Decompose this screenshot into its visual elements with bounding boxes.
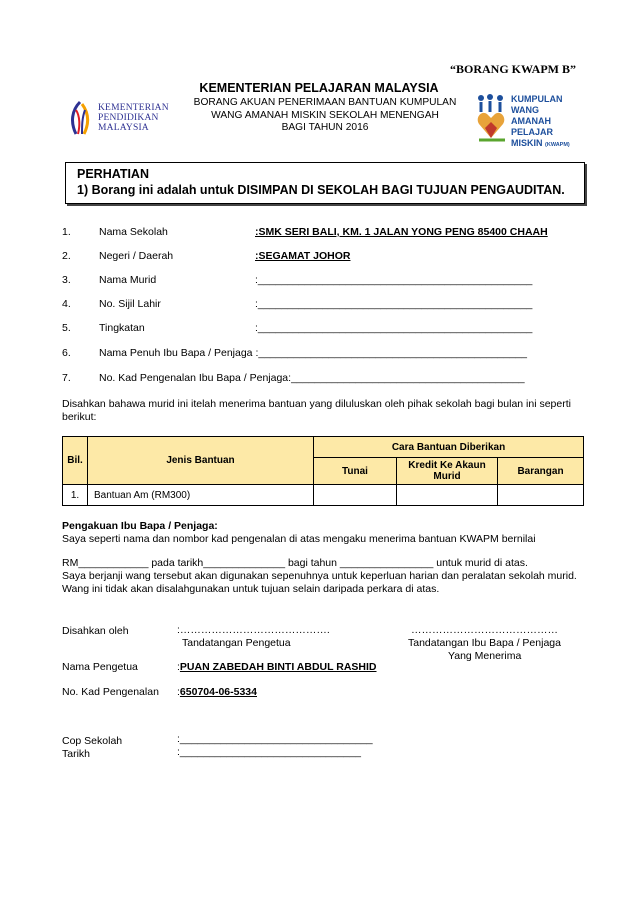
kad-pengenalan-label: No. Kad Pengenalan: [62, 686, 159, 698]
acknowledgement-line3: Saya berjanji wang tersebut akan digunakan sepenuhnya untuk keperluan harian dan peralatan sekolah murid. Wang ini tidak akan disalahgunakan untuk tujuan selain daripada perkara di atas.: [62, 570, 577, 595]
acknowledgement-line1: Saya seperti nama dan nombor kad pengenalan di atas mengaku menerima bantuan KWAPM bernilai: [62, 533, 536, 545]
field-value[interactable]: :SMK SERI BALI, KM. 1 JALAN YONG PENG 85400 CHAAH: [255, 226, 548, 238]
notice-heading: PERHATIAN: [77, 167, 149, 181]
form-subtitle: [180, 97, 470, 135]
col-kredit: Kredit Ke Akaun Murid: [397, 458, 498, 485]
cell-bil: 1.: [63, 485, 88, 506]
tarikh-label: Tarikh: [62, 748, 91, 760]
kad-pengenalan-value: :650704-06-5334: [177, 686, 257, 698]
cop-sekolah-label: Cop Sekolah: [62, 735, 123, 747]
field-blank[interactable]: :_______________________________________________: [255, 298, 533, 310]
field-blank[interactable]: :_______________________________________________: [255, 274, 533, 286]
acknowledgement-line2[interactable]: RM____________ pada tarikh______________ bagi tahun ________________ untuk murid di atas.: [62, 557, 528, 569]
subtitle-line: BAGI TAHUN 2016: [281, 122, 369, 133]
table-row: [63, 485, 584, 506]
col-tunai: Tunai: [314, 458, 397, 485]
cop-sekolah-line[interactable]: :_________________________________: [177, 733, 373, 745]
cell-barangan[interactable]: [498, 485, 584, 506]
ministry-logo-text: KEMENTERIAN PENDIDIKAN MALAYSIA: [98, 103, 169, 133]
field-value[interactable]: :SEGAMAT JOHOR: [255, 250, 351, 262]
kwapm-logo: [475, 92, 585, 147]
subtitle-line: BORANG AKUAN PENERIMAAN BANTUAN KUMPULAN: [193, 97, 457, 108]
parent-caption-2: Yang Menerima: [448, 650, 522, 662]
cell-tunai[interactable]: [314, 485, 397, 506]
aid-table: [62, 436, 584, 506]
kwapm-logo-text: KUMPULAN WANG AMANAH PELAJAR MISKIN (KWAPM): [511, 94, 570, 148]
tarikh-line[interactable]: :_______________________________: [177, 746, 361, 758]
ministry-title: KEMENTERIAN PELAJARAN MALAYSIA: [199, 81, 439, 95]
pengetua-caption: Tandatangan Pengetua: [182, 637, 291, 649]
cell-jenis: Bantuan Am (RM300): [88, 485, 314, 506]
notice-box: [65, 162, 585, 204]
subtitle-line: WANG AMANAH MISKIN SEKOLAH MENENGAH: [211, 109, 439, 121]
acknowledgement-heading: Pengakuan Ibu Bapa / Penjaga:: [62, 520, 218, 532]
col-bil: Bil.: [63, 437, 88, 485]
col-cara-bantuan: Cara Bantuan Diberikan: [314, 437, 584, 458]
parent-signature-line[interactable]: ……………………………………: [411, 624, 558, 636]
notice-text: 1) Borang ini adalah untuk DISIMPAN DI SEKOLAH BAGI TUJUAN PENGAUDITAN.: [77, 183, 565, 197]
disahkan-label: Disahkan oleh: [62, 625, 129, 637]
form-code: “BORANG KWAPM B”: [450, 62, 576, 76]
pengetua-signature-line[interactable]: :…………………………………….: [177, 624, 330, 636]
field-blank[interactable]: :_______________________________________________: [255, 322, 533, 334]
ministry-logo: [66, 100, 169, 138]
ministry-crest-icon: [66, 100, 96, 136]
cell-kredit[interactable]: [397, 485, 498, 506]
intro-text: Disahkan bahawa murid ini itelah menerima bantuan yang diluluskan oleh pihak sekolah bagi bulan ini seperti berikut:: [62, 398, 571, 423]
col-jenis-bantuan: Jenis Bantuan: [88, 437, 314, 485]
nama-pengetua-value: :PUAN ZABEDAH BINTI ABDUL RASHID: [177, 661, 377, 673]
nama-pengetua-label: Nama Pengetua: [62, 661, 138, 673]
kwapm-heart-icon: [475, 92, 509, 144]
col-barangan: Barangan: [498, 458, 584, 485]
parent-caption: Tandatangan Ibu Bapa / Penjaga: [408, 637, 561, 649]
